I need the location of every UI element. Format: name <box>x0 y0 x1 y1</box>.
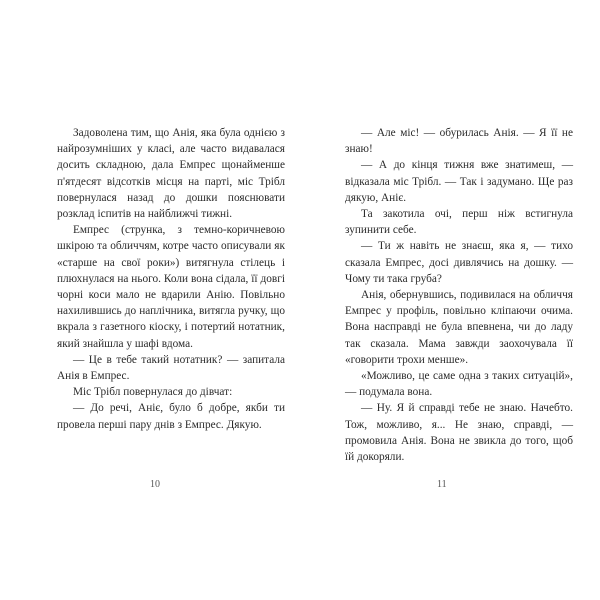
paragraph: «Можливо, це саме одна з таких ситуацій», — подумала вона. <box>345 370 573 399</box>
paragraph: Емпрес (струнка, з темно-коричневою шкірою та обличчям, котре часто описували як «старше на свої роки») витягнула стілець і плюхнулася на нього. Коли вона сідала, її довгі чорні коси мало не вдарили Анію. Повільно нахилившись до наплічника, витягла ручку, що вкрала з газетного кіоску, і потертий нотатник, який знайшла у шафі вдома. <box>57 224 285 350</box>
paragraph: Анія, обернувшись, подивилася на обличчя Емпрес у профіль, повільно кліпаючи очима. Вона насправді не була впевнена, чи до ладу так сказала. Мама завжди заохочувала її «говорити трохи менше». <box>345 289 573 366</box>
paragraph: — Ну. Я й справді тебе не знаю. Начебто. Тож, можливо, я... Не знаю, справді, — промовила Анія. Вона не звикла до того, щоб їй докоряли. <box>345 402 573 464</box>
paragraph: Міс Трібл повернулася до дівчат: <box>73 386 233 399</box>
paragraph: Задоволена тим, що Анія, яка була однією з найрозумніших у класі, але часто видавалася досить складною, дала Емпрес щонайменше п'ятдесят відсотків місця на парті, міс Трібл повернулася назад до дошки пояснювати розклад іспитів на найближчі тижні. <box>57 127 285 221</box>
right-page-text <box>345 125 573 465</box>
paragraph: — Але міс! — обурилась Анія. — Я її не знаю! <box>345 127 573 156</box>
paragraph: — А до кінця тижня вже знатимеш, — відказала міс Трібл. — Так і задумано. Ще раз дякую, Аніє. <box>345 159 573 204</box>
right-page <box>300 0 600 600</box>
left-page-text <box>57 125 285 433</box>
paragraph: Та закотила очі, перш ніж встигнула зупинити себе. <box>345 208 573 237</box>
paragraph: — Це в тебе такий нотатник? — запитала Анія в Емпрес. <box>57 353 285 383</box>
paragraph: — До речі, Аніє, було б добре, якби ти провела перші пару днів з Емпрес. Дякую. <box>57 402 285 431</box>
page-number-left: 10 <box>150 479 160 490</box>
page-number-right: 11 <box>437 479 447 490</box>
paragraph: — Ти ж навіть не знаєш, яка я, — тихо сказала Емпрес, досі дивлячись на дошку. — Чому ти така груба? <box>345 240 573 285</box>
